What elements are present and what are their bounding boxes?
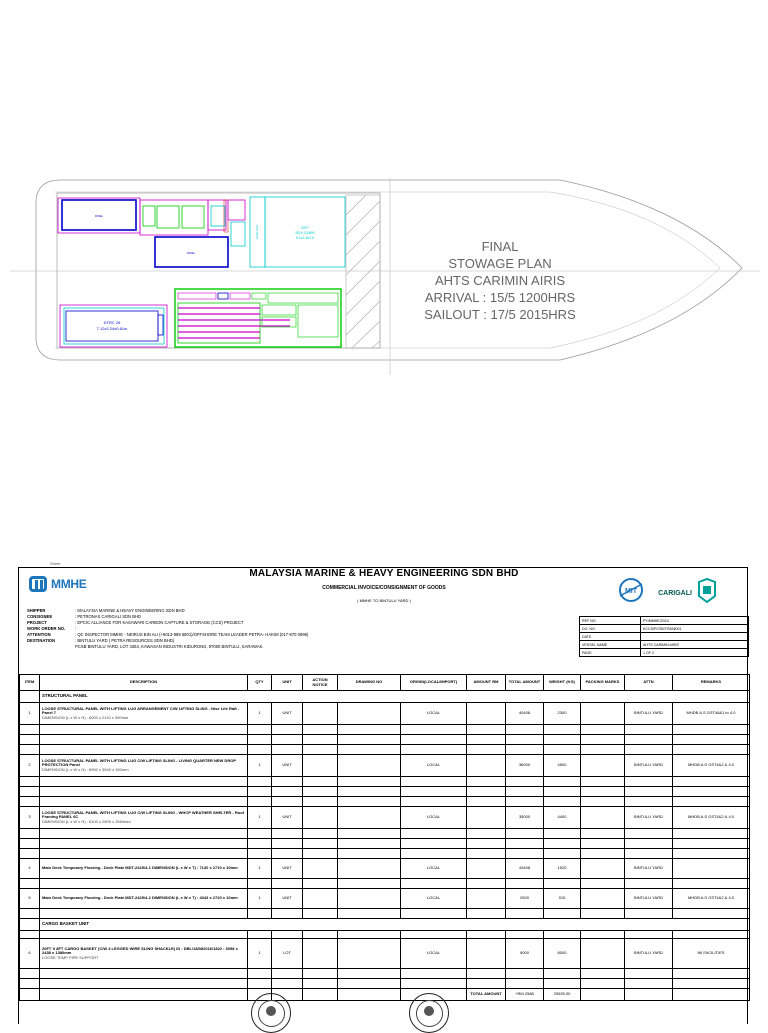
table-header-row bbox=[20, 675, 750, 691]
col-header: QTY bbox=[248, 675, 272, 691]
item-weight: 4500 bbox=[544, 755, 581, 777]
meta-row bbox=[27, 644, 308, 650]
cargo-container-label-1: 20FT bbox=[300, 226, 310, 230]
item-weight: 2300 bbox=[544, 703, 581, 725]
col-header: REMARKS bbox=[673, 675, 750, 691]
item-attn: BINTULU YARD bbox=[625, 755, 673, 777]
item-weight: 4400 bbox=[544, 807, 581, 829]
doc-info-value: KCCS/PCSB/TRAN/001 bbox=[641, 625, 749, 633]
cargo-green-stripes bbox=[178, 303, 260, 343]
item-action bbox=[303, 703, 338, 725]
item-amount bbox=[467, 755, 506, 777]
meta-value: : BINTULU YARD ( PETRA RESOURCES SDN BHD) bbox=[75, 638, 175, 643]
item-amount bbox=[467, 703, 506, 725]
item-weight: 1520 bbox=[544, 859, 581, 879]
item-weight: 915 bbox=[544, 889, 581, 909]
doc-info-row bbox=[580, 649, 749, 657]
item-unit: UNIT bbox=[272, 703, 303, 725]
cargo-green-inner-1 bbox=[178, 293, 216, 299]
item-action bbox=[303, 755, 338, 777]
item-origin: LOCAL bbox=[401, 889, 467, 909]
item-desc-text: LOOSE STRUCTURAL PANEL WITH LIFTING LUG ARRANGEMENT C/W LIFTING SLING - Nise Life Raft - Panel 7 bbox=[42, 705, 240, 716]
mmhe-logo-text: MMHE bbox=[51, 577, 87, 591]
total-weight: 25925.00 bbox=[544, 989, 581, 1001]
company-stamp-2 bbox=[409, 993, 449, 1033]
table-row bbox=[20, 889, 750, 909]
cargo-green-right-1 bbox=[262, 305, 296, 315]
cargo-mid-cyan bbox=[211, 206, 225, 226]
item-attn: BINTULU YARD bbox=[625, 939, 673, 969]
item-dimension: LOOSE TEMP PIPE SUPPORT bbox=[42, 954, 99, 960]
item-total: 9000 bbox=[506, 939, 544, 969]
item-attn: BINTULU YARD bbox=[625, 859, 673, 879]
cargo-green-inner-5 bbox=[268, 293, 338, 303]
doc-info-row bbox=[580, 633, 749, 641]
doc-info-key: VESSEL NAME bbox=[580, 641, 641, 649]
cargo-mid-magenta bbox=[140, 200, 208, 235]
item-no: 4 bbox=[20, 859, 40, 879]
col-header: AMOUNT RM bbox=[467, 675, 506, 691]
meta-key: DESTINATION bbox=[27, 638, 56, 643]
item-desc-text: Main Deck Temporary Flooring - Deck Plate MDT-2425/4-2 DIMENSION (L x W x T) : 4343 x 2720 x 10mm bbox=[42, 895, 238, 901]
items-table bbox=[19, 674, 750, 1001]
cargo-mid-green-2 bbox=[157, 206, 179, 228]
item-qty: 1 bbox=[248, 703, 272, 725]
col-header: DRAWING NO bbox=[338, 675, 401, 691]
table-row-empty bbox=[20, 829, 750, 839]
item-packing bbox=[581, 939, 625, 969]
petronas-carigali-logo bbox=[657, 576, 719, 606]
item-origin: LOCAL bbox=[401, 703, 467, 725]
pc-logo-text: CARIGALI bbox=[658, 590, 692, 597]
col-header: PACKING MARKS bbox=[581, 675, 625, 691]
item-desc-text: LOOSE STRUCTURAL PANEL WITH LIFTING LUG C/W LIFTING SLING - LIVING QUARTER NEW DROP PROTECTION Panel bbox=[42, 757, 236, 768]
item-origin: LOCAL bbox=[401, 859, 467, 879]
col-header: WEIGHT (KG) bbox=[544, 675, 581, 691]
item-total: 36000 bbox=[506, 755, 544, 777]
item-attn: BINTULU YARD bbox=[625, 807, 673, 829]
item-unit: UNIT bbox=[272, 807, 303, 829]
table-row-empty bbox=[20, 735, 750, 745]
cargo-green-inner-3 bbox=[230, 293, 250, 299]
col-header: TOTAL AMOUNT bbox=[506, 675, 544, 691]
item-qty: 1 bbox=[248, 807, 272, 829]
item-packing bbox=[581, 859, 625, 879]
table-row-empty bbox=[20, 931, 750, 939]
item-no: 6 bbox=[20, 939, 40, 969]
plan-title-line-3: AHTS CARIMIN AIRIS bbox=[434, 273, 566, 288]
item-dimension: DIMENSION (L x W x H) : 6100 x 2500 x 2660mm bbox=[42, 818, 131, 824]
col-header: ITEM bbox=[20, 675, 40, 691]
mit-logo-text: MIT bbox=[624, 588, 638, 595]
item-drawing bbox=[338, 703, 401, 725]
col-header: ORIGIN(LOCAL/IMPORT) bbox=[401, 675, 467, 691]
item-remarks: Nil FACILITIES bbox=[673, 939, 750, 969]
table-row-empty bbox=[20, 787, 750, 797]
item-no: 3 bbox=[20, 807, 40, 829]
item-dimension: DIMENSION (L x W x H) : 6000 x 2110 x 300mm bbox=[42, 714, 129, 720]
table-row-empty bbox=[20, 839, 750, 849]
table-row-empty bbox=[20, 979, 750, 989]
company-stamp-1 bbox=[251, 993, 291, 1033]
doc-info-key: DO. NO. bbox=[580, 625, 641, 633]
cargo-lower-left-small bbox=[158, 315, 163, 335]
plan-title-line-4: ARRIVAL : 15/5 1200HRS bbox=[424, 290, 576, 305]
meta-value: : QC INSPECTOR MMHE - NEIRUS BIN ALI (+6013-989 6801)/OFFSHORE TEAM LEADER PETRA- HAKIM (017-870 0898) bbox=[75, 632, 309, 637]
item-qty: 1 bbox=[248, 755, 272, 777]
item-drawing bbox=[338, 939, 401, 969]
item-packing bbox=[581, 755, 625, 777]
cargo-mid-cyan-2 bbox=[231, 222, 245, 246]
hull-outline bbox=[36, 180, 742, 360]
meta-value: : MALAYSIA MARINE & HEAVY ENGINEERING SDN BHD bbox=[75, 608, 185, 613]
table-row-empty bbox=[20, 849, 750, 859]
col-header: ATTN bbox=[625, 675, 673, 691]
document-info-table bbox=[579, 616, 749, 657]
item-action bbox=[303, 859, 338, 879]
cargo-upper-left-label: PANEL bbox=[94, 215, 104, 218]
cargo-lower-left-label-2: 7.12x2.24x0.61m bbox=[96, 326, 128, 331]
item-description bbox=[40, 703, 248, 725]
doc-info-value: AHTS CARIMIN AIRIS bbox=[641, 641, 749, 649]
item-amount bbox=[467, 889, 506, 909]
total-label: TOTAL AMOUNT bbox=[467, 989, 506, 1001]
item-description bbox=[40, 755, 248, 777]
item-description bbox=[40, 939, 248, 969]
table-row bbox=[20, 703, 750, 725]
hatched-area bbox=[346, 195, 380, 348]
item-total: 35000 bbox=[506, 807, 544, 829]
company-name: MALAYSIA MARINE & HEAVY ENGINEERING SDN BHD bbox=[249, 568, 519, 579]
table-row-empty bbox=[20, 969, 750, 979]
table-row bbox=[20, 807, 750, 829]
doc-info-row bbox=[580, 617, 749, 625]
item-total: 2500 bbox=[506, 889, 544, 909]
item-unit: LOT bbox=[272, 939, 303, 969]
section-row bbox=[20, 919, 750, 931]
total-row bbox=[20, 989, 750, 1001]
cargo-mid-green-3 bbox=[182, 206, 204, 228]
invoice-subtitle: COMMERCIAL INVOICE/CONSIGNMENT OF GOODS bbox=[322, 585, 446, 591]
item-amount bbox=[467, 859, 506, 879]
meta-value: : PETRONAS CARIGALI SDN BHD bbox=[75, 614, 142, 619]
item-desc-text: 20FT X 8FT CARGO BASKET (C/W 4 LEGGED WIRE SLING SHACKLE) ID : DBL/18/082016/1822 : 6058 x 2438 x 1380mm bbox=[42, 945, 238, 956]
item-description bbox=[40, 889, 248, 909]
item-unit: UNIT bbox=[272, 889, 303, 909]
item-weight: 8000 bbox=[544, 939, 581, 969]
doc-info-key: REF NO. bbox=[580, 617, 641, 625]
commercial-invoice bbox=[18, 567, 748, 1024]
cargo-mid-green-1 bbox=[143, 206, 155, 226]
table-row-empty bbox=[20, 777, 750, 787]
table-row bbox=[20, 859, 750, 879]
col-header: ACTION NOTICE bbox=[303, 675, 338, 691]
plan-title-line-2: STOWAGE PLAN bbox=[448, 256, 552, 271]
item-remarks: MHDB A.S GST4&2 & 4.0 bbox=[673, 807, 750, 829]
table-row-empty bbox=[20, 879, 750, 889]
cargo-mid-magenta-3 bbox=[228, 200, 245, 220]
meta-value: : bbox=[75, 626, 77, 631]
meta-key: CONSIGNEE bbox=[27, 614, 53, 619]
sheet-label: Sheet bbox=[50, 561, 61, 566]
doc-info-value bbox=[641, 633, 749, 641]
item-origin: LOCAL bbox=[401, 755, 467, 777]
item-amount bbox=[467, 939, 506, 969]
item-drawing bbox=[338, 807, 401, 829]
item-qty: 1 bbox=[248, 859, 272, 879]
item-origin: LOCAL bbox=[401, 807, 467, 829]
item-drawing bbox=[338, 755, 401, 777]
doc-info-row bbox=[580, 625, 749, 633]
table-row bbox=[20, 755, 750, 777]
table-row bbox=[20, 939, 750, 969]
doc-info-row bbox=[580, 641, 749, 649]
item-no: 5 bbox=[20, 889, 40, 909]
meta-value: : EPCIC ALLIANCE FOR KASAWARI CARBON CAPTURE & STORAGE (CCS) PROJECT bbox=[75, 620, 244, 625]
total-amount: +RM 2588 bbox=[506, 989, 544, 1001]
item-description bbox=[40, 859, 248, 879]
cargo-green-inner-4 bbox=[252, 293, 266, 299]
cargo-container-label-2: BOX CABIN bbox=[295, 231, 315, 235]
table-row-empty bbox=[20, 797, 750, 807]
item-attn: BINTULU YARD bbox=[625, 703, 673, 725]
meta-key: PROJECT bbox=[27, 620, 47, 625]
item-unit: UNIT bbox=[272, 859, 303, 879]
shipping-details bbox=[27, 608, 308, 650]
meta-value: PCSB BINTULU YARD, LOT 4364, KAWASAN INDUSTRI KIDURONG, 97000 BINTULU, SARAWAK. bbox=[75, 644, 264, 649]
table-row-empty bbox=[20, 745, 750, 755]
item-qty: 1 bbox=[248, 939, 272, 969]
cargo-tall-cyan-label: SHELTER bbox=[255, 225, 259, 239]
meta-key: SHIPPER bbox=[27, 608, 46, 613]
item-amount bbox=[467, 807, 506, 829]
meta-key: ATTENTION bbox=[27, 632, 51, 637]
item-remarks bbox=[673, 859, 750, 879]
item-unit: UNIT bbox=[272, 755, 303, 777]
plan-title-line-1: FINAL bbox=[481, 239, 519, 254]
item-packing bbox=[581, 889, 625, 909]
item-remarks: MHDB A.S GST4&2 & 4.0 bbox=[673, 889, 750, 909]
item-drawing bbox=[338, 889, 401, 909]
plan-title-line-5: SAILOUT : 17/5 2015HRS bbox=[424, 307, 576, 322]
item-qty: 1 bbox=[248, 889, 272, 909]
section-cargo: CARGO BASKET UNIT bbox=[40, 919, 750, 931]
item-remarks: MHDB A.S GST4&2 & 4.0 bbox=[673, 755, 750, 777]
item-description bbox=[40, 807, 248, 829]
section-structural: STRUCTURAL PANEL bbox=[40, 691, 750, 703]
stowage-plan-title bbox=[400, 238, 600, 323]
item-no: 1 bbox=[20, 703, 40, 725]
cargo-green-right-2 bbox=[298, 305, 338, 337]
item-desc-text: Main Deck Temporary Flooring - Deck Plate MDT-2425/4-1 DIMENSION (L x W x T) : 7130 x 2710 x 10mm bbox=[42, 865, 238, 871]
meta-key: WORK ORDER NO. bbox=[27, 626, 66, 631]
section-row bbox=[20, 691, 750, 703]
doc-info-key: PAGE bbox=[580, 649, 641, 657]
invoice-route: ( MMHE TO BINTULU YARD ) bbox=[357, 598, 411, 603]
doc-info-value: 1 OF 2 bbox=[641, 649, 749, 657]
mit-logo bbox=[614, 576, 648, 606]
meta-key bbox=[27, 644, 75, 650]
item-total: 43408 bbox=[506, 859, 544, 879]
cargo-green-inner-2 bbox=[218, 293, 228, 299]
cargo-lower-left-label-1: DTRC 26 bbox=[103, 320, 121, 325]
item-remarks: MHDB A.S GST46&1 to 4.0 bbox=[673, 703, 750, 725]
item-action bbox=[303, 889, 338, 909]
item-no: 2 bbox=[20, 755, 40, 777]
col-header: DESCRIPTION bbox=[40, 675, 248, 691]
item-action bbox=[303, 807, 338, 829]
table-row-empty bbox=[20, 909, 750, 919]
item-total: 40408 bbox=[506, 703, 544, 725]
item-drawing bbox=[338, 859, 401, 879]
cargo-container-label-3: 6.1x2.4x2.6 bbox=[295, 236, 315, 240]
cargo-blue-panel-label: PANEL bbox=[186, 252, 196, 255]
table-row-empty bbox=[20, 725, 750, 735]
doc-info-value: PY/MMHE/2024 bbox=[641, 617, 749, 625]
doc-info-key: DATE bbox=[580, 633, 641, 641]
item-attn: BINTULU YARD bbox=[625, 889, 673, 909]
item-desc-text: LOOSE STRUCTURAL PANEL WITH LIFTING LUG C/W LIFTING SLING - WHCP WEATHER SHELTER - Roof Framing PANEL 6C bbox=[42, 809, 244, 820]
item-origin: LOCAL bbox=[401, 939, 467, 969]
item-dimension: DIMENSION (L x W x H) : 6900 x 3940 x 150mm bbox=[42, 766, 129, 772]
item-action bbox=[303, 939, 338, 969]
item-packing bbox=[581, 703, 625, 725]
item-packing bbox=[581, 807, 625, 829]
col-header: UNIT bbox=[272, 675, 303, 691]
